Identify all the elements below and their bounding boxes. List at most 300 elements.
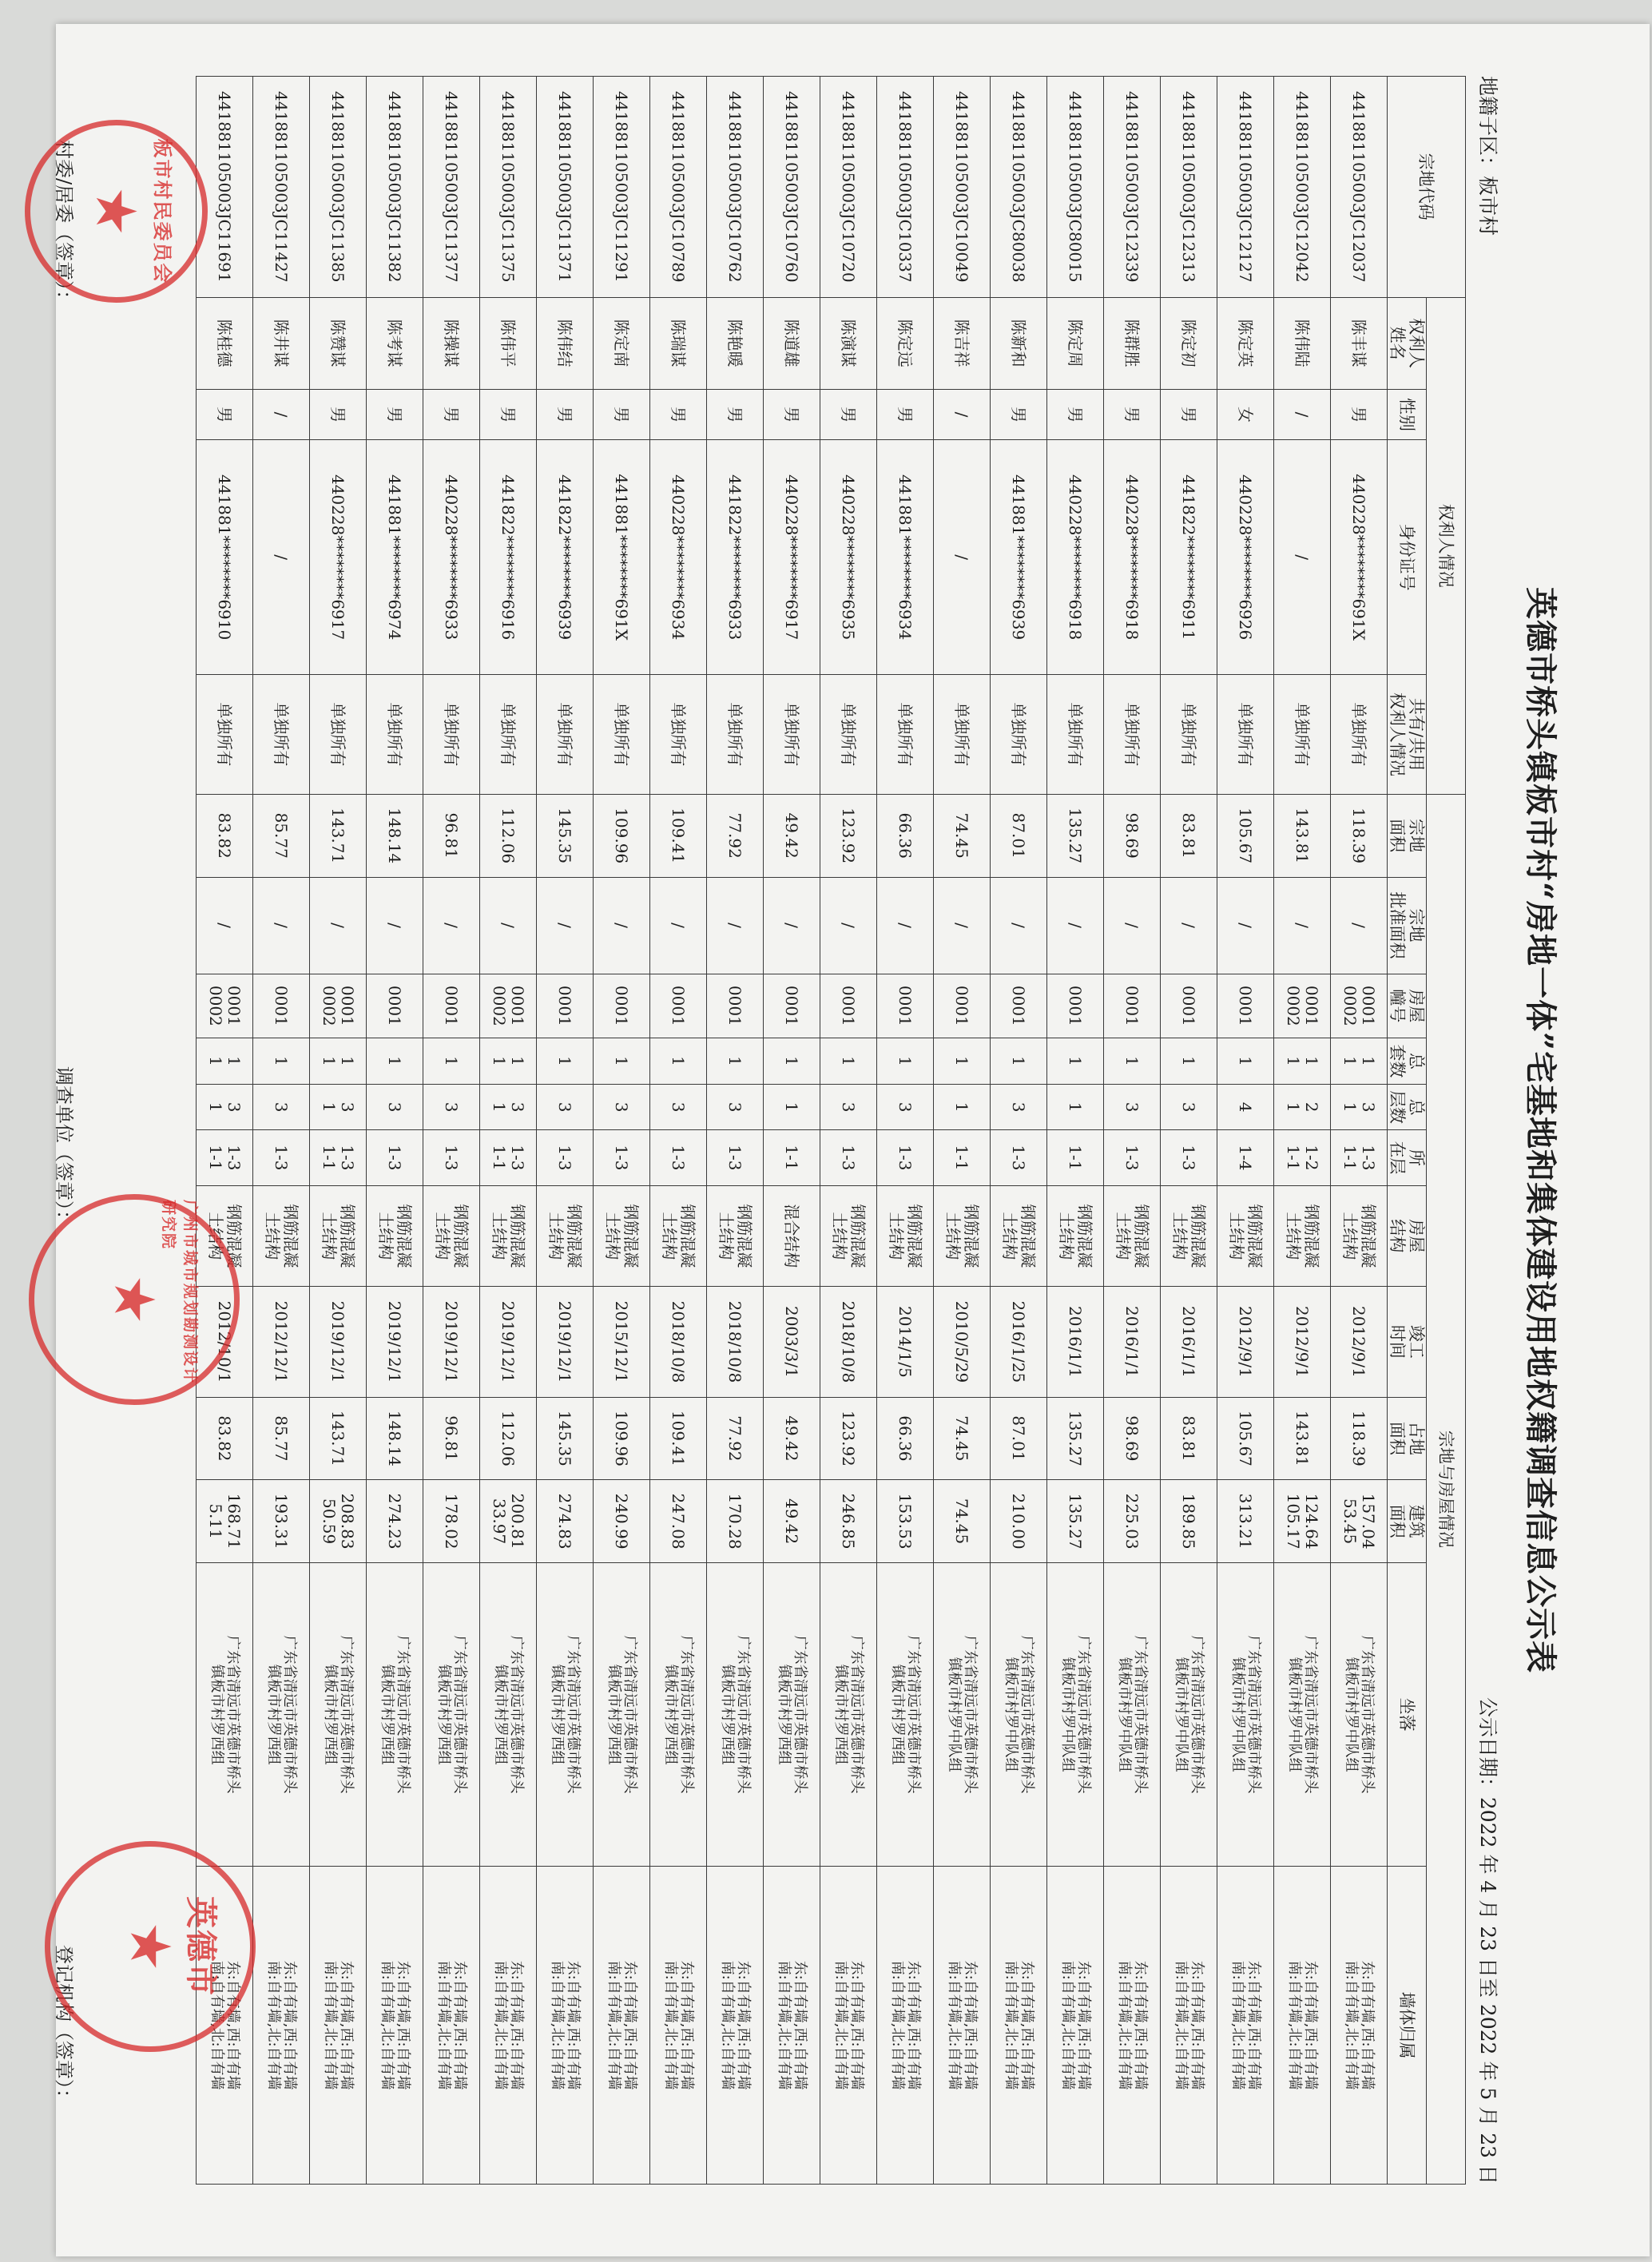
cell-location: 广东省清远市英德市桥头 镇板市村罗中队组 xyxy=(990,1562,1046,1866)
cell-completion: 2019/12/1 xyxy=(536,1287,593,1397)
cell-id: 441881********6910 xyxy=(196,440,252,675)
cell-floors: 3 xyxy=(1160,1084,1217,1130)
cell-name: 陈桂德 xyxy=(196,297,252,389)
area-label: 地籍子区：板市村 xyxy=(1476,76,1499,236)
cell-footprint: 66.36 xyxy=(876,1397,933,1480)
cell-footprint: 118.39 xyxy=(1330,1397,1387,1480)
cell-id: 441881********6939 xyxy=(990,440,1046,675)
cell-approved: / xyxy=(309,877,366,974)
cell-build-area: 168.71 5.11 xyxy=(196,1480,252,1563)
table-row xyxy=(423,77,479,2185)
cell-footprint: 77.92 xyxy=(706,1397,763,1480)
cell-location: 广东省清远市英德市桥头 镇板市村罗西组 xyxy=(649,1562,706,1866)
cell-id: 440228********6918 xyxy=(1103,440,1160,675)
cell-floor-at: 1-3 xyxy=(649,1130,706,1185)
cell-floors: 3 xyxy=(706,1084,763,1130)
cell-structure: 钢筋混凝 土结构 xyxy=(1330,1185,1387,1287)
cell-id: 441822********6916 xyxy=(479,440,536,675)
cell-location: 广东省清远市英德市桥头 镇板市村罗西组 xyxy=(309,1562,366,1866)
header-row xyxy=(1387,77,1426,2185)
cell-sets: 1 xyxy=(763,1038,820,1085)
cell-id: / xyxy=(252,440,309,675)
cell-id: 441822********6933 xyxy=(706,440,763,675)
cell-floor-at: 1-1 xyxy=(1046,1130,1103,1185)
cell-area: 143.81 xyxy=(1273,794,1330,877)
cell-sets: 1 xyxy=(706,1038,763,1085)
cell-wall: 东:自有墙,西:自有墙 南:自有墙,北:自有墙 xyxy=(1046,1867,1103,2185)
cell-floor-at: 1-3 xyxy=(820,1130,876,1185)
cell-build-area: 240.99 xyxy=(593,1480,649,1563)
table-row xyxy=(1160,77,1217,2185)
cell-build-area: 49.42 xyxy=(763,1480,820,1563)
cell-shared: 单独所有 xyxy=(593,675,649,795)
cell-completion: 2018/10/8 xyxy=(820,1287,876,1397)
cell-completion: 2012/9/1 xyxy=(1217,1287,1273,1397)
cell-shared: 单独所有 xyxy=(1330,675,1387,795)
cell-floors: 3 xyxy=(252,1084,309,1130)
cell-floor-at: 1-3 xyxy=(423,1130,479,1185)
header-area: 宗地 面积 xyxy=(1387,794,1426,877)
header-shared: 共有/共用 权利人情况 xyxy=(1387,675,1426,795)
header-gender: 性别 xyxy=(1387,389,1426,439)
table-row xyxy=(649,77,706,2185)
cell-wall: 东:自有墙,西:自有墙 南:自有墙,北:自有墙 xyxy=(423,1867,479,2185)
header-sets: 总 套数 xyxy=(1387,1038,1426,1085)
cell-name: 陈道雄 xyxy=(763,297,820,389)
seal-star-icon: ★ xyxy=(117,1921,183,1972)
cell-house-no: 0001 0002 xyxy=(1273,974,1330,1038)
cell-code: 441881105003JC11291 xyxy=(593,77,649,298)
cell-wall: 东:自有墙,西:自有墙 南:自有墙,北:自有墙 xyxy=(933,1867,990,2185)
publish-date: 公示日期：2022 年 4 月 23 日至 2022 年 5 月 23 日 xyxy=(1476,1696,1499,2185)
cell-area: 77.92 xyxy=(706,794,763,877)
cell-area: 145.35 xyxy=(536,794,593,877)
cell-gender: 男 xyxy=(990,389,1046,439)
cell-approved: / xyxy=(536,877,593,974)
cell-house-no: 0001 0002 xyxy=(309,974,366,1038)
header-group-owner: 权利人情况 xyxy=(1427,297,1466,794)
cell-build-area: 170.28 xyxy=(706,1480,763,1563)
cell-approved: / xyxy=(820,877,876,974)
cell-completion: 2019/12/1 xyxy=(423,1287,479,1397)
cell-footprint: 83.82 xyxy=(196,1397,252,1480)
cell-gender: 男 xyxy=(1103,389,1160,439)
cell-shared: 单独所有 xyxy=(196,675,252,795)
cell-name: 陈定周 xyxy=(1046,297,1103,389)
cell-gender: / xyxy=(933,389,990,439)
cell-floor-at: 1-1 xyxy=(933,1130,990,1185)
cell-id: 441822********6939 xyxy=(536,440,593,675)
cell-sets: 1 1 xyxy=(309,1038,366,1085)
cell-floor-at: 1-3 1-1 xyxy=(479,1130,536,1185)
table-row xyxy=(593,77,649,2185)
cell-floor-at: 1-2 1-1 xyxy=(1273,1130,1330,1185)
cell-location: 广东省清远市英德市桥头 镇板市村罗西组 xyxy=(593,1562,649,1866)
cell-shared: 单独所有 xyxy=(1160,675,1217,795)
cell-wall: 东:自有墙,西:自有墙 南:自有墙,北:自有墙 xyxy=(536,1867,593,2185)
cell-approved: / xyxy=(196,877,252,974)
cell-approved: / xyxy=(1046,877,1103,974)
cell-approved: / xyxy=(876,877,933,974)
cell-wall: 东:自有墙,西:自有墙 南:自有墙,北:自有墙 xyxy=(479,1867,536,2185)
table-row xyxy=(990,77,1046,2185)
cell-shared: 单独所有 xyxy=(252,675,309,795)
registry-seal-text: 英德市 xyxy=(182,1896,219,1997)
cell-house-no: 0001 xyxy=(990,974,1046,1038)
cell-house-no: 0001 xyxy=(1103,974,1160,1038)
cell-location: 广东省清远市英德市桥头 镇板市村罗西组 xyxy=(366,1562,423,1866)
cell-floors: 3 xyxy=(423,1084,479,1130)
cell-structure: 钢筋混凝 土结构 xyxy=(1103,1185,1160,1287)
cell-name: 陈伟陆 xyxy=(1273,297,1330,389)
cell-name: 陈艳暖 xyxy=(706,297,763,389)
cell-area: 87.01 xyxy=(990,794,1046,877)
table-row xyxy=(1217,77,1273,2185)
cell-location: 广东省清远市英德市桥头 镇板市村罗中队组 xyxy=(1217,1562,1273,1866)
cell-name: 陈定南 xyxy=(593,297,649,389)
cell-floor-at: 1-4 xyxy=(1217,1130,1273,1185)
cell-location: 广东省清远市英德市桥头 镇板市村罗中队组 xyxy=(1160,1562,1217,1866)
cell-id: 440228********6926 xyxy=(1217,440,1273,675)
cell-build-area: 200.81 33.97 xyxy=(479,1480,536,1563)
cell-floor-at: 1-3 xyxy=(536,1130,593,1185)
cell-floor-at: 1-3 xyxy=(252,1130,309,1185)
cell-code: 441881105003JC10720 xyxy=(820,77,876,298)
cell-floors: 1 xyxy=(763,1084,820,1130)
cell-wall: 东:自有墙,西:自有墙 南:自有墙,北:自有墙 xyxy=(1330,1867,1387,2185)
cell-code: 441881105003JC80015 xyxy=(1046,77,1103,298)
cell-area: 135.27 xyxy=(1046,794,1103,877)
cell-shared: 单独所有 xyxy=(933,675,990,795)
cell-location: 广东省清远市英德市桥头 镇板市村罗西组 xyxy=(536,1562,593,1866)
cell-house-no: 0001 0002 xyxy=(1330,974,1387,1038)
cell-gender: 男 xyxy=(1046,389,1103,439)
cell-gender: / xyxy=(252,389,309,439)
cell-footprint: 112.06 xyxy=(479,1397,536,1480)
cell-code: 441881105003JC10760 xyxy=(763,77,820,298)
cell-footprint: 83.81 xyxy=(1160,1397,1217,1480)
cell-footprint: 123.92 xyxy=(820,1397,876,1480)
cell-house-no: 0001 xyxy=(876,974,933,1038)
cell-code: 441881105003JC12042 xyxy=(1273,77,1330,298)
cell-wall: 东:自有墙,西:自有墙 南:自有墙,北:自有墙 xyxy=(706,1867,763,2185)
cell-gender: / xyxy=(1273,389,1330,439)
header-floor-at: 所 在层 xyxy=(1387,1130,1426,1185)
cell-build-area: 178.02 xyxy=(423,1480,479,1563)
cell-footprint: 49.42 xyxy=(763,1397,820,1480)
cell-build-area: 210.00 xyxy=(990,1480,1046,1563)
cell-gender: 女 xyxy=(1217,389,1273,439)
cell-approved: / xyxy=(763,877,820,974)
cell-sets: 1 1 xyxy=(196,1038,252,1085)
cell-location: 广东省清远市英德市桥头 镇板市村罗西组 xyxy=(706,1562,763,1866)
cell-area: 83.82 xyxy=(196,794,252,877)
cell-structure: 钢筋混凝 土结构 xyxy=(1160,1185,1217,1287)
seal-star-icon: ★ xyxy=(83,186,149,236)
cell-build-area: 208.83 50.59 xyxy=(309,1480,366,1563)
cell-location: 广东省清远市英德市桥头 镇板市村罗西组 xyxy=(423,1562,479,1866)
registry-seal-stamp xyxy=(45,1841,256,2052)
header-approved: 宗地 批准面积 xyxy=(1387,877,1426,974)
cell-completion: 2016/1/1 xyxy=(1103,1287,1160,1397)
cell-approved: / xyxy=(1160,877,1217,974)
cell-structure: 钢筋混凝 土结构 xyxy=(1273,1185,1330,1287)
cell-footprint: 109.96 xyxy=(593,1397,649,1480)
cell-code: 441881105003JC11385 xyxy=(309,77,366,298)
cell-approved: / xyxy=(706,877,763,974)
cell-footprint: 135.27 xyxy=(1046,1397,1103,1480)
cell-floors: 3 1 xyxy=(196,1084,252,1130)
cell-gender: 男 xyxy=(876,389,933,439)
cell-location: 广东省清远市英德市桥头 镇板市村罗中队组 xyxy=(933,1562,990,1866)
cell-house-no: 0001 xyxy=(706,974,763,1038)
cell-wall: 东:自有墙,西:自有墙 南:自有墙,北:自有墙 xyxy=(649,1867,706,2185)
cell-name: 陈定初 xyxy=(1160,297,1217,389)
cell-floor-at: 1-3 1-1 xyxy=(196,1130,252,1185)
document-title: 英德市桥头镇板市村“房地一体”宅基地和集体建设用地权籍调查信息公示表 xyxy=(1522,586,1559,1673)
cell-location: 广东省清远市英德市桥头 镇板市村罗中队组 xyxy=(1273,1562,1330,1866)
cell-wall: 东:自有墙,西:自有墙 南:自有墙,北:自有墙 xyxy=(309,1867,366,2185)
cell-sets: 1 xyxy=(1217,1038,1273,1085)
cell-sets: 1 xyxy=(1046,1038,1103,1085)
table-row xyxy=(1273,77,1330,2185)
table-row xyxy=(820,77,876,2185)
cell-sets: 1 xyxy=(820,1038,876,1085)
header-group-row xyxy=(1427,77,1466,2185)
cell-build-area: 247.08 xyxy=(649,1480,706,1563)
cell-floor-at: 1-3 1-1 xyxy=(1330,1130,1387,1185)
cell-floors: 4 xyxy=(1217,1084,1273,1130)
header-location: 坐落 xyxy=(1387,1562,1426,1866)
cell-area: 118.39 xyxy=(1330,794,1387,877)
cell-approved: / xyxy=(423,877,479,974)
cell-gender: 男 xyxy=(1160,389,1217,439)
cell-shared: 单独所有 xyxy=(1103,675,1160,795)
cell-wall: 东:自有墙,西:自有墙 南:自有墙,北:自有墙 xyxy=(593,1867,649,2185)
header-house-no: 房屋 幢号 xyxy=(1387,974,1426,1038)
cell-approved: / xyxy=(479,877,536,974)
cell-footprint: 85.77 xyxy=(252,1397,309,1480)
cell-sets: 1 xyxy=(1103,1038,1160,1085)
cell-structure: 钢筋混凝 土结构 xyxy=(196,1185,252,1287)
cell-structure: 钢筋混凝 土结构 xyxy=(933,1185,990,1287)
cell-id: 441881********691X xyxy=(593,440,649,675)
cell-floors: 1 xyxy=(933,1084,990,1130)
cell-area: 112.06 xyxy=(479,794,536,877)
cell-footprint: 148.14 xyxy=(366,1397,423,1480)
cell-house-no: 0001 xyxy=(593,974,649,1038)
cell-floors: 1 xyxy=(1046,1084,1103,1130)
cell-build-area: 313.21 xyxy=(1217,1480,1273,1563)
cell-name: 陈考谋 xyxy=(366,297,423,389)
cell-floor-at: 1-1 xyxy=(763,1130,820,1185)
table-body xyxy=(196,77,1387,2185)
header-build-area: 建筑 面积 xyxy=(1387,1480,1426,1563)
cell-sets: 1 xyxy=(990,1038,1046,1085)
header-completion: 竣工 时间 xyxy=(1387,1287,1426,1397)
cell-build-area: 274.83 xyxy=(536,1480,593,1563)
cell-floor-at: 1-3 xyxy=(366,1130,423,1185)
cell-floor-at: 1-3 xyxy=(1160,1130,1217,1185)
cell-wall: 东:自有墙,西:自有墙 南:自有墙,北:自有墙 xyxy=(876,1867,933,2185)
cell-floor-at: 1-3 xyxy=(1103,1130,1160,1185)
cell-code: 441881105003JC11427 xyxy=(252,77,309,298)
cell-house-no: 0001 xyxy=(649,974,706,1038)
cell-structure: 钢筋混凝 土结构 xyxy=(1217,1185,1273,1287)
cell-structure: 钢筋混凝 土结构 xyxy=(423,1185,479,1287)
cell-wall: 东:自有墙,西:自有墙 南:自有墙,北:自有墙 xyxy=(1273,1867,1330,2185)
cell-footprint: 109.41 xyxy=(649,1397,706,1480)
cell-completion: 2016/1/1 xyxy=(1160,1287,1217,1397)
cell-completion: 2010/5/29 xyxy=(933,1287,990,1397)
cell-code: 441881105003JC12339 xyxy=(1103,77,1160,298)
cell-build-area: 189.85 xyxy=(1160,1480,1217,1563)
cell-code: 441881105003JC11691 xyxy=(196,77,252,298)
cell-shared: 单独所有 xyxy=(423,675,479,795)
cell-gender: 男 xyxy=(706,389,763,439)
header-floors: 总 层数 xyxy=(1387,1084,1426,1130)
cell-footprint: 87.01 xyxy=(990,1397,1046,1480)
scanned-sheet xyxy=(53,24,1650,2256)
header-wall: 墙体归属 xyxy=(1387,1867,1426,2185)
cell-location: 广东省清远市英德市桥头 镇板市村罗西组 xyxy=(820,1562,876,1866)
cell-sets: 1 xyxy=(593,1038,649,1085)
cell-area: 96.81 xyxy=(423,794,479,877)
cell-id: 441881********6974 xyxy=(366,440,423,675)
cell-wall: 东:自有墙,西:自有墙 南:自有墙,北:自有墙 xyxy=(1160,1867,1217,2185)
cell-completion: 2018/10/8 xyxy=(649,1287,706,1397)
cell-gender: 男 xyxy=(763,389,820,439)
cell-area: 109.41 xyxy=(649,794,706,877)
cell-completion: 2016/1/25 xyxy=(990,1287,1046,1397)
cell-location: 广东省清远市英德市桥头 镇板市村罗中队组 xyxy=(1103,1562,1160,1866)
cell-name: 陈丰谋 xyxy=(1330,297,1387,389)
cell-id: 440228********6935 xyxy=(820,440,876,675)
cell-build-area: 124.64 105.17 xyxy=(1273,1480,1330,1563)
cell-id: / xyxy=(933,440,990,675)
cell-area: 123.92 xyxy=(820,794,876,877)
cell-gender: 男 xyxy=(366,389,423,439)
cell-footprint: 143.81 xyxy=(1273,1397,1330,1480)
cell-id: 440228********6934 xyxy=(649,440,706,675)
village-seal-stamp xyxy=(25,120,208,303)
cell-build-area: 193.31 xyxy=(252,1480,309,1563)
cell-completion: 2016/1/1 xyxy=(1046,1287,1103,1397)
cell-shared: 单独所有 xyxy=(820,675,876,795)
cell-approved: / xyxy=(1217,877,1273,974)
cell-floor-at: 1-3 xyxy=(990,1130,1046,1185)
cell-location: 广东省清远市英德市桥头 镇板市村罗中队组 xyxy=(1330,1562,1387,1866)
cell-approved: / xyxy=(1273,877,1330,974)
survey-seal-stamp xyxy=(29,1194,240,1405)
cell-sets: 1 1 xyxy=(1273,1038,1330,1085)
cell-build-area: 157.04 53.45 xyxy=(1330,1480,1387,1563)
cell-sets: 1 1 xyxy=(1330,1038,1387,1085)
cell-footprint: 143.71 xyxy=(309,1397,366,1480)
cell-name: 陈操谋 xyxy=(423,297,479,389)
cell-structure: 钢筋混凝 土结构 xyxy=(252,1185,309,1287)
cell-shared: 单独所有 xyxy=(479,675,536,795)
header-name: 权利人 姓名 xyxy=(1387,297,1426,389)
cell-area: 83.81 xyxy=(1160,794,1217,877)
cell-code: 441881105003JC10789 xyxy=(649,77,706,298)
cell-build-area: 225.03 xyxy=(1103,1480,1160,1563)
cell-floors: 3 xyxy=(649,1084,706,1130)
cell-area: 148.14 xyxy=(366,794,423,877)
cell-floor-at: 1-3 1-1 xyxy=(309,1130,366,1185)
cell-shared: 单独所有 xyxy=(366,675,423,795)
cell-structure: 钢筋混凝 土结构 xyxy=(366,1185,423,1287)
rotated-document xyxy=(16,44,1566,2216)
cell-floors: 3 1 xyxy=(1330,1084,1387,1130)
cell-sets: 1 xyxy=(1160,1038,1217,1085)
cell-code: 441881105003JC12127 xyxy=(1217,77,1273,298)
cell-sets: 1 xyxy=(366,1038,423,1085)
cell-name: 陈定英 xyxy=(1217,297,1273,389)
cell-gender: 男 xyxy=(649,389,706,439)
cell-approved: / xyxy=(1330,877,1387,974)
cell-completion: 2019/12/1 xyxy=(309,1287,366,1397)
cell-sets: 1 xyxy=(423,1038,479,1085)
cell-name: 陈吉祥 xyxy=(933,297,990,389)
cell-name: 陈井谋 xyxy=(252,297,309,389)
cell-build-area: 246.85 xyxy=(820,1480,876,1563)
table-row xyxy=(309,77,366,2185)
cell-footprint: 145.35 xyxy=(536,1397,593,1480)
table-row xyxy=(876,77,933,2185)
cell-area: 98.69 xyxy=(1103,794,1160,877)
cell-structure: 钢筋混凝 土结构 xyxy=(706,1185,763,1287)
cell-code: 441881105003JC10762 xyxy=(706,77,763,298)
cell-house-no: 0001 xyxy=(1217,974,1273,1038)
cell-code: 441881105003JC12037 xyxy=(1330,77,1387,298)
survey-seal-text: 广州市城市规划勘测设计研究院 xyxy=(160,1200,199,1385)
cell-approved: / xyxy=(252,877,309,974)
cell-completion: 2018/10/8 xyxy=(706,1287,763,1397)
cell-gender: 男 xyxy=(1330,389,1387,439)
cell-sets: 1 1 xyxy=(479,1038,536,1085)
table-row xyxy=(706,77,763,2185)
cell-wall: 东:自有墙,西:自有墙 南:自有墙,北:自有墙 xyxy=(990,1867,1046,2185)
cell-name: 陈演谋 xyxy=(820,297,876,389)
cell-code: 441881105003JC10049 xyxy=(933,77,990,298)
cell-code: 441881105003JC11382 xyxy=(366,77,423,298)
cell-id: 441881********6934 xyxy=(876,440,933,675)
cell-structure: 钢筋混凝 土结构 xyxy=(536,1185,593,1287)
cell-completion: 2012/9/1 xyxy=(1330,1287,1387,1397)
cell-floors: 3 xyxy=(876,1084,933,1130)
cell-id: 440228********6933 xyxy=(423,440,479,675)
cell-shared: 单独所有 xyxy=(876,675,933,795)
cell-area: 74.45 xyxy=(933,794,990,877)
cell-sets: 1 xyxy=(649,1038,706,1085)
cell-approved: / xyxy=(1103,877,1160,974)
cell-sets: 1 xyxy=(933,1038,990,1085)
cell-name: 陈赞谋 xyxy=(309,297,366,389)
cell-build-area: 153.53 xyxy=(876,1480,933,1563)
cell-area: 66.36 xyxy=(876,794,933,877)
cell-house-no: 0001 0002 xyxy=(479,974,536,1038)
cell-name: 陈新和 xyxy=(990,297,1046,389)
cell-id: 441822********6911 xyxy=(1160,440,1217,675)
cell-code: 441881105003JC11375 xyxy=(479,77,536,298)
cell-footprint: 105.67 xyxy=(1217,1397,1273,1480)
cell-gender: 男 xyxy=(479,389,536,439)
cell-approved: / xyxy=(366,877,423,974)
cell-floors: 3 xyxy=(990,1084,1046,1130)
cell-footprint: 98.69 xyxy=(1103,1397,1160,1480)
cell-id: / xyxy=(1273,440,1330,675)
